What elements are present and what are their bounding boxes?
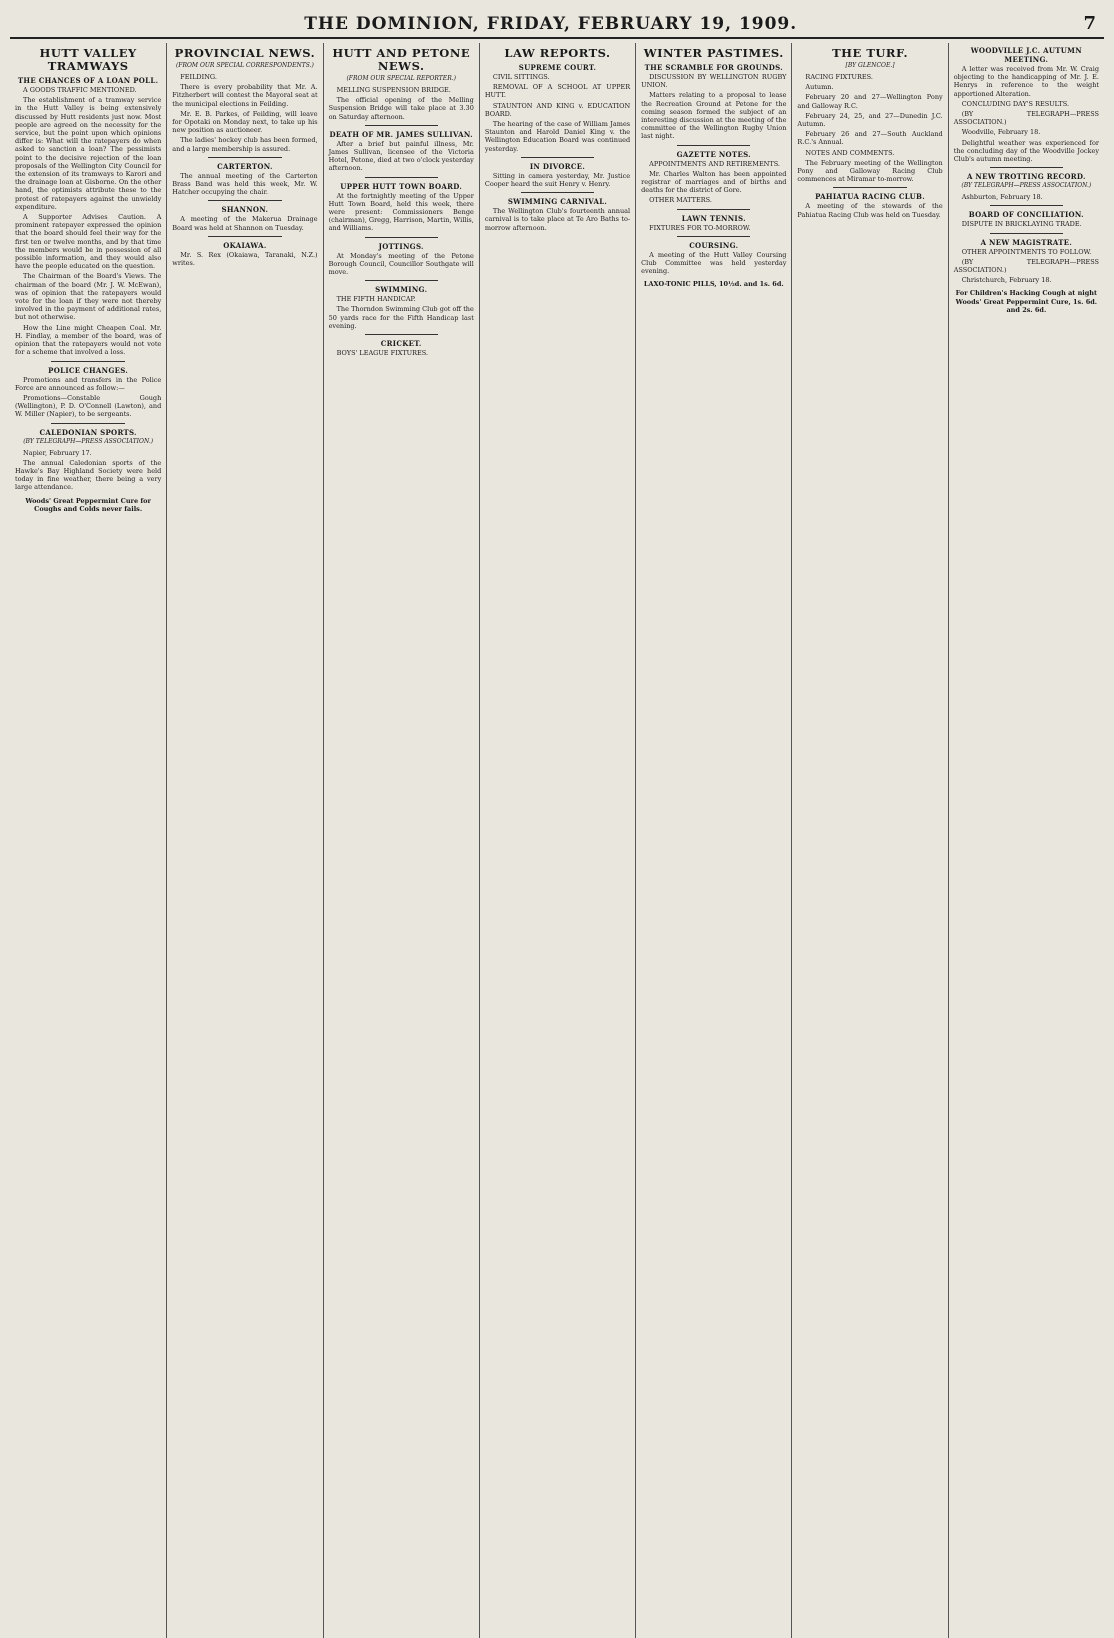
article-dek: (BY TELEGRAPH—PRESS ASSOCIATION.) [23,437,154,445]
article-paragraph: Napier, February 17. [23,448,92,457]
section-divider [208,236,281,237]
article [641,241,786,276]
article [329,285,474,330]
article-paragraph: REMOVAL OF A SCHOOL AT UPPER HUTT. [484,83,631,100]
article-paragraph: NOTES AND COMMENTS. [805,148,895,157]
article-paragraph: FIXTURES FOR TO-MORROW. [649,223,751,232]
article-headline: LAW REPORTS. [504,46,611,60]
article-dek: [BY GLENCOE.] [845,62,895,69]
section-divider [990,233,1063,234]
article [15,428,161,492]
columns [10,43,1104,1638]
article-subhead: CRICKET. [380,339,422,349]
article-paragraph: CONCLUDING DAY'S RESULTS. [961,99,1070,108]
article-paragraph: DISPUTE IN BRICKLAYING TRADE. [961,220,1082,229]
article-paragraph: At the fortnightly meeting of the Upper Hutt Town Board, held this week, there were present: Commissioners Benge (chairman), Gregg, Harrison, Martin, Willis, and Williams. [328,191,474,233]
column-1 [10,43,166,1638]
article-paragraph: Matters relating to a proposal to lease the Recreation Ground at Petone for the coming season formed the subject of an interesting discussion at the meeting of the committee of the Wellington Rugby Union last night. [641,91,787,141]
section-divider [521,157,594,158]
article-paragraph: The Wellington Club's fourteenth annual carnival is to take place at Te Aro Baths to-morrow afternoon. [484,207,631,232]
article-paragraph: OTHER APPOINTMENTS TO FOLLOW. [961,247,1092,256]
article-subhead: IN DIVORCE. [529,161,586,171]
article-paragraph: STAUNTON AND KING v. EDUCATION BOARD. [484,101,631,118]
article [329,130,474,173]
article-subhead: WOODVILLE J.C. AUTUMN MEETING. [970,46,1082,64]
article [485,47,630,153]
section-divider [51,361,125,362]
article [641,214,786,232]
page-number: 7 [1083,13,1096,34]
article-paragraph: After a brief but painful illness, Mr. James Sullivan, licensee of the Victoria Hotel, Petone, died at two o'clock yesterday afternoon. [328,139,474,173]
article-subhead: CALEDONIAN SPORTS. [39,427,137,437]
article-paragraph: There is every probability that Mr. A. Fitzherbert will contest the Mayoral seat at the municipal elections in Feilding. [172,83,318,108]
section-divider [990,167,1063,168]
article-paragraph: February 20 and 27—Wellington Pony and Galloway R.C. [797,93,943,110]
article-headline: PROVINCIAL NEWS. [174,46,316,60]
article-subhead: COURSING. [689,240,739,250]
article-paragraph: RACING FIXTURES. [805,73,873,81]
article-paragraph: Ashburton, February 18. [961,193,1043,202]
article-paragraph: Woodville, February 18. [961,128,1041,137]
article-paragraph: (BY TELEGRAPH—PRESS ASSOCIATION.) [953,110,1099,127]
article [15,47,161,357]
article [172,162,317,197]
column-5 [635,43,791,1638]
article [954,238,1099,285]
section-divider [365,334,438,335]
article-paragraph: The annual meeting of the Carterton Brass Band was held this week, Mr. W. Hatcher occupying the chair. [172,171,318,197]
article-paragraph: The hearing of the case of William James Staunton and Harold Daniel King v. the Wellington Education Board was continued yesterday. [484,120,631,153]
advertisement: LAXO-TONIC PILLS, 10½d. and 1s. 6d. [643,280,784,289]
article-subhead: A NEW TROTTING RECORD. [966,172,1086,182]
article [329,47,474,121]
article-paragraph: The establishment of a tramway service in the Hutt Valley is being extensively discussed by Hutt residents just now. Most people are agreed on the necessity for the service, but the point upon which opinions differ is: What will the ratepayers do when asked to sanction a loan? The pessimists point to the decisive rejection of the loan proposals of the Wellington City Council for the extension of its tramways to Karori and the drainage loan at Gisborne. On the other hand, the optimists attribute these to the protest of ratepayers against the unwieldy expenditure. [15,96,162,211]
article-subhead: CARTERTON. [217,161,273,171]
article-paragraph: Christchurch, February 18. [961,276,1052,285]
article-headline: THE TURF. [832,46,908,60]
article-paragraph: February 24, 25, and 27—Dunedin J.C. Autumn. [797,111,943,129]
article-paragraph: A meeting of the stewards of the Pahiatua Racing Club was held on Tuesday. [797,202,943,219]
section-divider [365,177,438,178]
article-paragraph: DISCUSSION BY WELLINGTON RUGBY UNION. [641,73,787,90]
article [485,197,630,232]
article-paragraph: (BY TELEGRAPH—PRESS ASSOCIATION.) [953,257,1099,275]
article-headline: HUTT VALLEY TRAMWAYS [39,46,137,73]
article-paragraph: Delightful weather was experienced for the concluding day of the Woodville Jockey Club's autumn meeting. [953,138,1099,164]
article-paragraph: The annual Caledonian sports of the Hawke's Bay Highland Society were held today in fine weather, there being a very large attendance. [15,458,162,492]
article-dek: (FROM OUR SPECIAL REPORTER.) [346,75,456,82]
section-divider [990,205,1063,206]
article [329,339,474,357]
section-divider [677,145,750,146]
advertisement: For Children's Hacking Cough at night Woods' Great Peppermint Cure, 1s. 6d. and 2s. 6d. [955,289,1098,314]
section-divider [521,192,594,193]
article [954,210,1099,228]
article-paragraph: FEILDING. [180,73,217,81]
advertisement: Woods' Great Peppermint Cure for Coughs and Colds never fails. [25,496,151,513]
article-subhead: SUPREME COURT. [518,63,597,72]
section-divider [51,423,125,424]
article-subhead: SHANNON. [221,205,269,215]
article-subhead: THE CHANCES OF A LOAN POLL. [17,76,159,85]
article [641,150,786,205]
article-subhead: BOARD OF CONCILIATION. [968,210,1084,220]
section-divider [677,209,750,210]
article-dek: (FROM OUR SPECIAL CORRESPONDENTS.) [175,62,314,69]
article-paragraph: Promotions and transfers in the Police Force are announced as follow:— [15,375,162,392]
article [954,172,1099,201]
article-paragraph: The ladies' hockey club has been formed, and a large membership is assured. [172,136,318,153]
article-subhead: JOTTINGS. [378,241,424,251]
article [797,192,942,218]
article-subhead: POLICE CHANGES. [48,365,129,375]
article-paragraph: Mr. Charles Walton has been appointed registrar of marriages and of births and deaths for the district of Gore. [641,169,787,195]
article-paragraph: THE FIFTH HANDICAP. [336,295,416,304]
article [329,242,474,277]
masthead [10,0,1104,39]
article-subhead: THE SCRAMBLE FOR GROUNDS. [644,63,783,72]
article-paragraph: The Chairman of the Board's Views. The chairman of the board (Mr. J. W. McEwan), was of opinion that the ratepayers would vote for the loan if they were not thereby involved in the payment of additional rates, but not otherwise. [15,272,162,322]
article-subhead: UPPER HUTT TOWN BOARD. [340,181,463,191]
article-paragraph: A letter was received from Mr. W. Craig objecting to the handicapping of Mr. J. E. Henrys in reference to the weight apportioned Alteration. [953,65,1099,98]
article-paragraph: Promotions—Constable Gough (Wellington), P. D. O'Connell (Lawton), and W. Miller (Napier), to be sergeants. [15,393,162,419]
article [172,205,317,231]
section-divider [833,187,906,188]
section-divider [365,125,438,126]
column-6 [791,43,947,1638]
article-paragraph: A meeting of the Hutt Valley Coursing Club Committee was held yesterday evening. [641,250,787,276]
article-headline: WINTER PASTIMES. [643,46,784,60]
article-paragraph: How the Line might Cheapen Coal. Mr. H. Findlay, a member of the board, was of opinion that the ratepayers would not vote for a scheme that involved a loss. [15,323,162,357]
article-subhead: DEATH OF MR. JAMES SULLIVAN. [329,129,473,139]
article-paragraph: Sitting in camera yesterday, Mr. Justice Cooper heard the suit Henry v. Henry. [484,171,631,189]
article-subhead: OKAIAWA. [223,240,267,250]
section-divider [677,236,750,237]
article [329,182,474,233]
article-paragraph: Mr. S. Rex (Okaiawa, Taranaki, N.Z.) writes. [172,250,318,268]
article-paragraph: The February meeting of the Wellington Pony and Galloway Racing Club commences at Miramar to-morrow. [797,158,943,184]
article-paragraph: OTHER MATTERS. [649,196,712,205]
column-2 [166,43,322,1638]
article-paragraph: Autumn. [805,83,834,92]
column-3 [323,43,479,1638]
article [641,47,786,141]
column-4 [479,43,635,1638]
article-paragraph: MELLING SUSPENSION BRIDGE. [336,86,451,94]
article-subhead: PAHIATUA RACING CLUB. [815,192,925,202]
article [172,47,317,153]
article-dek: (BY TELEGRAPH—PRESS ASSOCIATION.) [961,182,1092,190]
section-divider [365,280,438,281]
article-subhead: LAWN TENNIS. [681,213,746,223]
article-subhead: SWIMMING CARNIVAL. [507,197,608,207]
section-divider [208,200,281,201]
article-paragraph: The Thorndon Swimming Club got off the 50 yards race for the Fifth Handicap last evening. [328,305,474,330]
article [485,162,630,188]
article-paragraph: Mr. E. B. Parkes, of Feilding, will leave for Opotaki on Monday next, to take up his new position as auctioneer. [172,109,318,135]
article [797,47,942,183]
article-paragraph: A GOODS TRAFFIC MENTIONED. [23,86,137,94]
article-subhead: GAZETTE NOTES. [676,149,751,159]
article-paragraph: APPOINTMENTS AND RETIREMENTS. [649,159,780,168]
article-paragraph: February 26 and 27—South Auckland R.C.'s Annual. [797,130,943,147]
article-subhead: A NEW MAGISTRATE. [980,237,1073,247]
article-paragraph: At Monday's meeting of the Petone Borough Council, Councillor Southgate will move. [328,251,474,277]
article-paragraph: A meeting of the Makerua Drainage Board was held at Shannon on Tuesday. [172,215,318,232]
article [15,366,161,419]
article-paragraph: CIVIL SITTINGS. [492,73,550,81]
article-paragraph: A Supporter Advises Caution. A prominent ratepayer expressed the opinion that the board should feel their way for the first ten or twelve months, and by that time the members would be in possession of all possible information, and they would also have the people educated on the question. [15,213,162,271]
article-paragraph: The official opening of the Melling Suspension Bridge will take place at 3.30 on Saturday afternoon. [328,96,474,121]
article-paragraph: BOYS' LEAGUE FIXTURES. [336,349,429,358]
article [172,241,317,267]
section-divider [365,237,438,238]
masthead-title: THE DOMINION, FRIDAY, FEBRUARY 19, 1909. [304,14,798,34]
article-subhead: SWIMMING. [375,285,428,295]
article-headline: HUTT AND PETONE NEWS. [332,46,471,73]
article [954,46,1099,163]
section-divider [208,157,281,158]
column-7 [948,43,1104,1638]
